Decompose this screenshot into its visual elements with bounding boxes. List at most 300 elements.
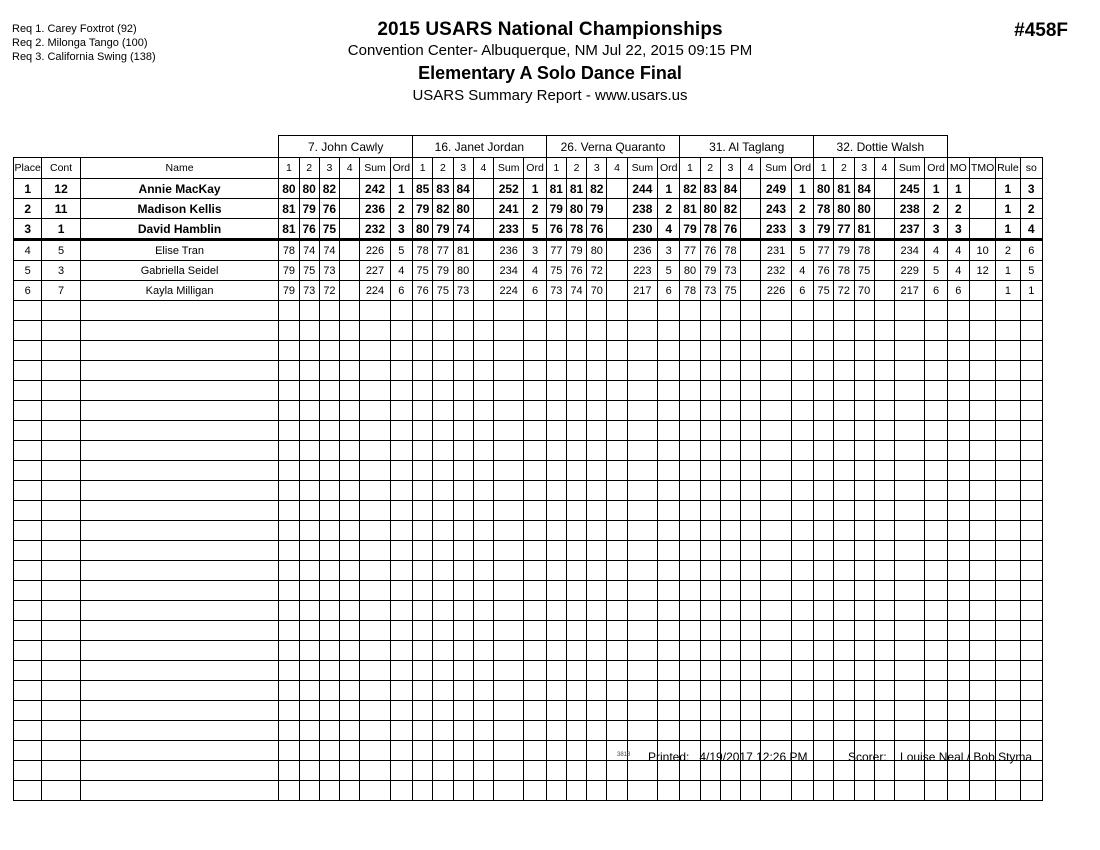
- empty-j5-c1: [814, 661, 834, 681]
- col-header-j2-4: 4: [473, 158, 493, 179]
- empty-j2-c1: [413, 541, 433, 561]
- empty-j3-c1: [546, 741, 566, 761]
- empty-j3-c5: [627, 661, 657, 681]
- empty-j4-c3: [720, 401, 740, 421]
- empty-j4-c1: [680, 641, 700, 661]
- empty-j1-c1: [279, 481, 299, 501]
- empty-tail-1: [947, 681, 969, 701]
- table-row: [14, 199, 1043, 219]
- empty-j2-c6: [524, 341, 546, 361]
- empty-j3-c1: [546, 521, 566, 541]
- empty-j4-c3: [720, 721, 740, 741]
- empty-j1-c4: [340, 561, 360, 581]
- empty-j3-c6: [658, 661, 680, 681]
- cell-j5-sum: 245: [895, 179, 925, 199]
- cell-j4-d3: 75: [720, 281, 740, 301]
- empty-tail-4: [1020, 381, 1042, 401]
- cell-j4-sum: 243: [761, 199, 791, 219]
- empty-j1-c6: [390, 321, 412, 341]
- empty-j1-c4: [340, 661, 360, 681]
- empty-j1-c1: [279, 461, 299, 481]
- cell-j4-d4: [741, 281, 761, 301]
- empty-j3-c5: [627, 501, 657, 521]
- empty-cont: [42, 681, 80, 701]
- empty-j1-c1: [279, 561, 299, 581]
- empty-j5-c5: [895, 501, 925, 521]
- empty-j4-c1: [680, 361, 700, 381]
- cell-j5-d4: [874, 179, 894, 199]
- cell-so: 4: [1020, 219, 1042, 240]
- empty-j2-c5: [494, 561, 524, 581]
- empty-j4-c5: [761, 781, 791, 801]
- cell-j5-d4: [874, 219, 894, 240]
- empty-j5-c6: [925, 601, 947, 621]
- empty-j4-c1: [680, 581, 700, 601]
- empty-j4-c6: [791, 581, 813, 601]
- cell-j1-ord: 4: [390, 261, 412, 281]
- empty-j1-c3: [319, 381, 339, 401]
- empty-name: [80, 521, 279, 541]
- cell-cont: 3: [42, 261, 80, 281]
- empty-j1-c2: [299, 661, 319, 681]
- empty-j2-c1: [413, 781, 433, 801]
- empty-j5-c5: [895, 781, 925, 801]
- empty-j3-c1: [546, 501, 566, 521]
- empty-j5-c1: [814, 481, 834, 501]
- empty-tail-3: [996, 621, 1020, 641]
- empty-j2-c1: [413, 421, 433, 441]
- empty-cont: [42, 761, 80, 781]
- empty-tail-2: [969, 641, 995, 661]
- cell-j4-d2: 76: [700, 240, 720, 261]
- empty-tail-4: [1020, 721, 1042, 741]
- empty-j3-c4: [607, 441, 627, 461]
- empty-tail-1: [947, 381, 969, 401]
- empty-j5-c2: [834, 781, 854, 801]
- empty-j3-c2: [566, 681, 586, 701]
- empty-j4-c4: [741, 561, 761, 581]
- empty-j4-c5: [761, 461, 791, 481]
- empty-tail-3: [996, 461, 1020, 481]
- cell-j4-d2: 80: [700, 199, 720, 219]
- cell-rule: 1: [996, 219, 1020, 240]
- cell-cont: 12: [42, 179, 80, 199]
- empty-j2-c1: [413, 601, 433, 621]
- cell-j1-ord: 2: [390, 199, 412, 219]
- empty-j2-c5: [494, 321, 524, 341]
- empty-j1-c2: [299, 301, 319, 321]
- cell-j5-sum: 238: [895, 199, 925, 219]
- table-row: [14, 240, 1043, 261]
- empty-cont: [42, 341, 80, 361]
- cell-j3-d2: 81: [566, 179, 586, 199]
- empty-j2-c5: [494, 501, 524, 521]
- cell-j5-d4: [874, 281, 894, 301]
- empty-j2-c3: [453, 721, 473, 741]
- empty-j2-c4: [473, 681, 493, 701]
- empty-j1-c5: [360, 481, 390, 501]
- empty-j2-c6: [524, 761, 546, 781]
- empty-j5-c4: [874, 321, 894, 341]
- empty-tail-4: [1020, 401, 1042, 421]
- empty-j3-c6: [658, 321, 680, 341]
- cell-j2-ord: 6: [524, 281, 546, 301]
- empty-j2-c2: [433, 681, 453, 701]
- empty-j3-c2: [566, 421, 586, 441]
- empty-j2-c3: [453, 601, 473, 621]
- empty-j4-c1: [680, 461, 700, 481]
- empty-j2-c2: [433, 381, 453, 401]
- empty-j2-c4: [473, 321, 493, 341]
- empty-j5-c5: [895, 441, 925, 461]
- empty-place: [14, 481, 42, 501]
- empty-j4-c1: [680, 501, 700, 521]
- cell-j2-d1: 78: [413, 240, 433, 261]
- empty-j5-c1: [814, 421, 834, 441]
- empty-tail-1: [947, 401, 969, 421]
- empty-j4-c1: [680, 781, 700, 801]
- empty-j2-c5: [494, 301, 524, 321]
- empty-j3-c5: [627, 641, 657, 661]
- col-header-j3-2: 2: [566, 158, 586, 179]
- empty-j2-c1: [413, 341, 433, 361]
- empty-j3-c1: [546, 721, 566, 741]
- empty-j5-c4: [874, 721, 894, 741]
- empty-j2-c3: [453, 621, 473, 641]
- empty-j2-c4: [473, 501, 493, 521]
- empty-j3-c4: [607, 361, 627, 381]
- cell-j3-d4: [607, 219, 627, 240]
- cell-j1-d4: [340, 240, 360, 261]
- empty-j5-c6: [925, 441, 947, 461]
- empty-name: [80, 581, 279, 601]
- empty-j4-c4: [741, 701, 761, 721]
- empty-j4-c4: [741, 381, 761, 401]
- empty-tail-1: [947, 781, 969, 801]
- empty-j5-c1: [814, 301, 834, 321]
- empty-j1-c3: [319, 641, 339, 661]
- empty-place: [14, 541, 42, 561]
- empty-j5-c3: [854, 781, 874, 801]
- empty-place: [14, 341, 42, 361]
- empty-j3-c4: [607, 761, 627, 781]
- cell-j3-sum: 217: [627, 281, 657, 301]
- cell-so: 6: [1020, 240, 1042, 261]
- empty-j2-c1: [413, 641, 433, 661]
- empty-tail-3: [996, 341, 1020, 361]
- cell-j2-sum: 252: [494, 179, 524, 199]
- empty-j4-c6: [791, 661, 813, 681]
- empty-j2-c6: [524, 621, 546, 641]
- cell-j4-d1: 77: [680, 240, 700, 261]
- empty-j2-c5: [494, 741, 524, 761]
- empty-j3-c2: [566, 621, 586, 641]
- col-header-so: so: [1020, 158, 1042, 179]
- cell-j4-sum: 231: [761, 240, 791, 261]
- empty-row: [14, 601, 1043, 621]
- empty-j1-c4: [340, 521, 360, 541]
- cell-j3-d4: [607, 240, 627, 261]
- empty-j5-c5: [895, 421, 925, 441]
- empty-cont: [42, 501, 80, 521]
- empty-j2-c3: [453, 641, 473, 661]
- empty-tail-1: [947, 641, 969, 661]
- cell-cont: 7: [42, 281, 80, 301]
- empty-tail-3: [996, 301, 1020, 321]
- empty-j5-c3: [854, 381, 874, 401]
- empty-j4-c2: [700, 421, 720, 441]
- empty-j2-c4: [473, 301, 493, 321]
- empty-j3-c3: [587, 381, 607, 401]
- empty-cont: [42, 581, 80, 601]
- empty-tail-3: [996, 601, 1020, 621]
- empty-j1-c5: [360, 701, 390, 721]
- empty-j5-c3: [854, 601, 874, 621]
- empty-j1-c6: [390, 441, 412, 461]
- empty-cont: [42, 701, 80, 721]
- empty-j4-c1: [680, 341, 700, 361]
- cell-j3-d3: 80: [587, 240, 607, 261]
- cell-j3-d1: 79: [546, 199, 566, 219]
- empty-place: [14, 701, 42, 721]
- empty-j2-c2: [433, 641, 453, 661]
- empty-j1-c1: [279, 741, 299, 761]
- cell-place: 4: [14, 240, 42, 261]
- empty-j3-c2: [566, 481, 586, 501]
- empty-j2-c6: [524, 421, 546, 441]
- empty-j1-c5: [360, 621, 390, 641]
- empty-j2-c1: [413, 461, 433, 481]
- empty-tail-3: [996, 521, 1020, 541]
- cell-j1-d3: 75: [319, 219, 339, 240]
- empty-j1-c6: [390, 481, 412, 501]
- empty-j2-c3: [453, 461, 473, 481]
- cell-j2-d4: [473, 281, 493, 301]
- cell-name: Gabriella Seidel: [80, 261, 279, 281]
- empty-j1-c1: [279, 301, 299, 321]
- empty-j3-c4: [607, 601, 627, 621]
- empty-tail-1: [947, 701, 969, 721]
- empty-tail-1: [947, 721, 969, 741]
- empty-place: [14, 781, 42, 801]
- empty-tail-2: [969, 721, 995, 741]
- empty-j5-c6: [925, 661, 947, 681]
- empty-j3-c1: [546, 301, 566, 321]
- empty-j5-c1: [814, 381, 834, 401]
- empty-tail-4: [1020, 561, 1042, 581]
- empty-j1-c6: [390, 721, 412, 741]
- empty-tail-1: [947, 501, 969, 521]
- empty-j4-c2: [700, 681, 720, 701]
- empty-j4-c3: [720, 581, 740, 601]
- cell-j4-sum: 233: [761, 219, 791, 240]
- empty-j5-c4: [874, 661, 894, 681]
- empty-j2-c2: [433, 421, 453, 441]
- cell-j1-ord: 3: [390, 219, 412, 240]
- empty-j3-c4: [607, 581, 627, 601]
- empty-j1-c5: [360, 441, 390, 461]
- cell-mo: 3: [947, 219, 969, 240]
- empty-j3-c1: [546, 681, 566, 701]
- cell-j2-d1: 85: [413, 179, 433, 199]
- empty-j4-c2: [700, 481, 720, 501]
- empty-j5-c4: [874, 401, 894, 421]
- empty-j4-c2: [700, 701, 720, 721]
- empty-j3-c6: [658, 361, 680, 381]
- empty-tail-4: [1020, 501, 1042, 521]
- empty-j2-c2: [433, 661, 453, 681]
- empty-j2-c2: [433, 601, 453, 621]
- empty-j3-c6: [658, 401, 680, 421]
- cell-j4-d2: 78: [700, 219, 720, 240]
- empty-j5-c2: [834, 361, 854, 381]
- empty-j3-c6: [658, 561, 680, 581]
- cell-j3-ord: 5: [658, 261, 680, 281]
- empty-place: [14, 381, 42, 401]
- empty-j3-c3: [587, 361, 607, 381]
- empty-j1-c4: [340, 381, 360, 401]
- empty-j3-c3: [587, 521, 607, 541]
- col-header-rule: Rule: [996, 158, 1020, 179]
- col-header-j1-3: 3: [319, 158, 339, 179]
- empty-j3-c5: [627, 401, 657, 421]
- table-row: [14, 281, 1043, 301]
- empty-j2-c5: [494, 721, 524, 741]
- cell-cont: 11: [42, 199, 80, 219]
- empty-j4-c4: [741, 421, 761, 441]
- empty-j4-c2: [700, 581, 720, 601]
- empty-j5-c2: [834, 461, 854, 481]
- empty-j2-c2: [433, 581, 453, 601]
- empty-j3-c6: [658, 781, 680, 801]
- empty-j2-c3: [453, 341, 473, 361]
- empty-j2-c5: [494, 641, 524, 661]
- empty-j4-c2: [700, 781, 720, 801]
- empty-j2-c6: [524, 641, 546, 661]
- empty-name: [80, 321, 279, 341]
- empty-j4-c3: [720, 441, 740, 461]
- empty-j2-c3: [453, 301, 473, 321]
- empty-j5-c4: [874, 501, 894, 521]
- empty-j3-c4: [607, 301, 627, 321]
- empty-j2-c3: [453, 781, 473, 801]
- empty-j4-c5: [761, 581, 791, 601]
- empty-j5-c3: [854, 501, 874, 521]
- empty-j2-c1: [413, 681, 433, 701]
- event-code: #458F: [1014, 20, 1068, 41]
- empty-tail-3: [996, 401, 1020, 421]
- empty-place: [14, 361, 42, 381]
- empty-j5-c5: [895, 301, 925, 321]
- empty-j1-c2: [299, 521, 319, 541]
- empty-tail-4: [1020, 601, 1042, 621]
- empty-j3-c1: [546, 601, 566, 621]
- empty-j4-c1: [680, 401, 700, 421]
- cell-j4-d4: [741, 240, 761, 261]
- empty-j5-c4: [874, 681, 894, 701]
- empty-j3-c5: [627, 701, 657, 721]
- empty-j3-c3: [587, 461, 607, 481]
- empty-j2-c6: [524, 301, 546, 321]
- empty-j5-c6: [925, 321, 947, 341]
- cell-place: 5: [14, 261, 42, 281]
- empty-j4-c3: [720, 521, 740, 541]
- empty-j2-c6: [524, 741, 546, 761]
- empty-j4-c6: [791, 301, 813, 321]
- empty-name: [80, 441, 279, 461]
- empty-j4-c3: [720, 781, 740, 801]
- empty-cont: [42, 321, 80, 341]
- empty-j5-c5: [895, 721, 925, 741]
- empty-j2-c2: [433, 521, 453, 541]
- empty-j1-c5: [360, 321, 390, 341]
- empty-j4-c2: [700, 521, 720, 541]
- cell-cont: 1: [42, 219, 80, 240]
- empty-j3-c5: [627, 541, 657, 561]
- empty-j3-c4: [607, 561, 627, 581]
- empty-j3-c2: [566, 641, 586, 661]
- col-header-cont: Cont: [42, 158, 80, 179]
- empty-j1-c3: [319, 701, 339, 721]
- empty-j4-c3: [720, 461, 740, 481]
- cell-j5-d1: 78: [814, 199, 834, 219]
- empty-j5-c2: [834, 421, 854, 441]
- judge-header-5: 32. Dottie Walsh: [814, 136, 948, 158]
- empty-j1-c5: [360, 521, 390, 541]
- cell-j4-sum: 226: [761, 281, 791, 301]
- empty-j2-c2: [433, 461, 453, 481]
- cell-j4-ord: 5: [791, 240, 813, 261]
- empty-j2-c4: [473, 761, 493, 781]
- cell-so: 2: [1020, 199, 1042, 219]
- empty-row: [14, 401, 1043, 421]
- empty-j5-c4: [874, 361, 894, 381]
- empty-j4-c2: [700, 301, 720, 321]
- col-header-j2-3: 3: [453, 158, 473, 179]
- cell-j3-d3: 72: [587, 261, 607, 281]
- empty-j3-c6: [658, 601, 680, 621]
- cell-j2-d3: 73: [453, 281, 473, 301]
- cell-j3-d1: 81: [546, 179, 566, 199]
- empty-j2-c3: [453, 361, 473, 381]
- empty-j5-c5: [895, 401, 925, 421]
- empty-cont: [42, 461, 80, 481]
- empty-j3-c3: [587, 601, 607, 621]
- empty-j1-c3: [319, 341, 339, 361]
- cell-j3-d4: [607, 281, 627, 301]
- empty-j1-c2: [299, 621, 319, 641]
- empty-name: [80, 401, 279, 421]
- empty-j1-c3: [319, 601, 339, 621]
- empty-j4-c4: [741, 661, 761, 681]
- empty-row: [14, 421, 1043, 441]
- empty-j1-c5: [360, 761, 390, 781]
- empty-j4-c2: [700, 361, 720, 381]
- cell-j1-d1: 78: [279, 240, 299, 261]
- cell-j2-ord: 5: [524, 219, 546, 240]
- empty-tail-4: [1020, 361, 1042, 381]
- cell-rule: 2: [996, 240, 1020, 261]
- cell-j1-ord: 5: [390, 240, 412, 261]
- empty-j5-c5: [895, 381, 925, 401]
- empty-j4-c6: [791, 561, 813, 581]
- empty-j5-c5: [895, 361, 925, 381]
- empty-tail-3: [996, 721, 1020, 741]
- cell-j4-d2: 79: [700, 261, 720, 281]
- empty-j1-c4: [340, 681, 360, 701]
- empty-j1-c1: [279, 621, 299, 641]
- empty-j1-c6: [390, 401, 412, 421]
